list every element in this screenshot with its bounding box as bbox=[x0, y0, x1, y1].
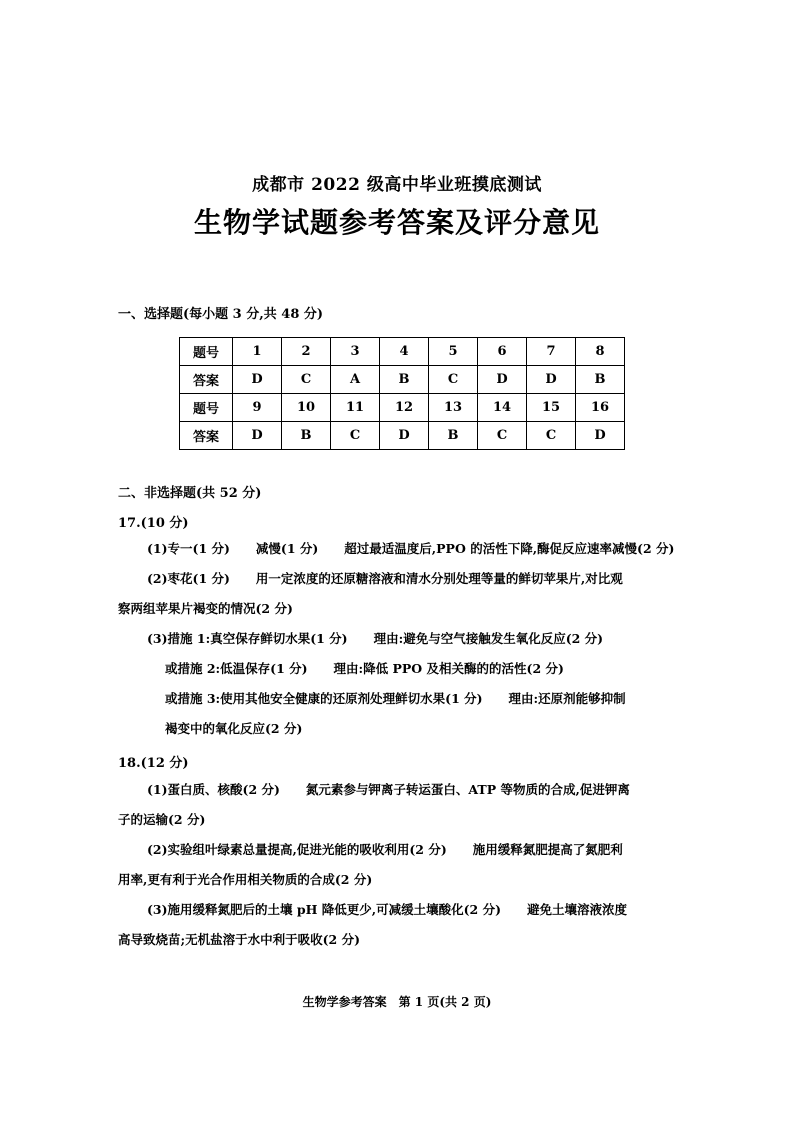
exam-subtitle: 成都市 2022 级高中毕业班摸底测试 bbox=[252, 175, 542, 195]
answer-table-cell: 6 bbox=[478, 338, 527, 366]
q17-2-answer: (2)枣花(1 分) bbox=[147, 571, 230, 586]
q17-3-reason3: 理由:还原剂能够抑制 bbox=[508, 691, 626, 706]
q18-part2-cont: 用率,更有利于光合作用相关物质的合成(2 分) bbox=[118, 872, 373, 887]
answer-table-cell: 13 bbox=[429, 394, 478, 422]
answer-table-cell: B bbox=[282, 422, 331, 450]
q17-1-answer: (1)专一(1 分) bbox=[147, 541, 230, 556]
answer-table-cell: D bbox=[478, 366, 527, 394]
answer-table-cell: 12 bbox=[380, 394, 429, 422]
answer-table-cell: A bbox=[331, 366, 380, 394]
page-title: 生物学试题参考答案及评分意见 bbox=[193, 206, 600, 239]
q18-label: 18.(12 分) bbox=[118, 756, 189, 771]
q18-2-answer: (2)实验组叶绿素总量提高,促进光能的吸收利用(2 分) bbox=[147, 842, 447, 857]
answer-table-cell: C bbox=[282, 366, 331, 394]
answer-table-cell: D bbox=[233, 366, 282, 394]
answer-table-row bbox=[180, 422, 625, 450]
q18-part3 bbox=[147, 902, 627, 918]
q17-1-answer-b: 减慢(1 分) bbox=[255, 541, 319, 556]
answer-table-cell: B bbox=[429, 422, 478, 450]
q18-1-answer: (1)蛋白质、核酸(2 分) bbox=[147, 782, 280, 797]
q18-3-answer: (3)施用缓释氮肥后的土壤 pH 降低更少,可减缓土壤酸化(2 分) bbox=[147, 902, 502, 917]
answer-table bbox=[179, 337, 625, 450]
answer-table-cell: D bbox=[233, 422, 282, 450]
q17-label: 17.(10 分) bbox=[118, 516, 189, 531]
q17-part3-alt3-cont: 褐变中的氧化反应(2 分) bbox=[165, 721, 303, 736]
q17-3-measure1: (3)措施 1:真空保存鲜切水果(1 分) bbox=[147, 631, 348, 646]
answer-table-cell: 2 bbox=[282, 338, 331, 366]
q17-2-answer-b: 用一定浓度的还原糖溶液和清水分别处理等量的鲜切苹果片,对比观 bbox=[255, 571, 623, 586]
answer-table-cell: C bbox=[331, 422, 380, 450]
answer-table-cell: 15 bbox=[527, 394, 576, 422]
answer-table-row bbox=[180, 394, 625, 422]
answer-table-cell: 14 bbox=[478, 394, 527, 422]
q17-part2-cont: 察两组苹果片褐变的情况(2 分) bbox=[118, 601, 293, 616]
answer-table-cell: 16 bbox=[576, 394, 625, 422]
q17-3-reason2: 理由:降低 PPO 及相关酶的的活性(2 分) bbox=[333, 661, 564, 676]
answer-table-cell: 1 bbox=[233, 338, 282, 366]
answer-table-cell: B bbox=[380, 366, 429, 394]
q17-3-measure3: 或措施 3:使用其他安全健康的还原剂处理鲜切水果(1 分) bbox=[165, 691, 483, 706]
q18-part1 bbox=[147, 782, 630, 798]
answer-table-row-header: 题号 bbox=[180, 394, 233, 422]
answer-table-cell: B bbox=[576, 366, 625, 394]
answer-table-cell: D bbox=[380, 422, 429, 450]
q17-part1 bbox=[147, 541, 674, 557]
answer-table-row-header: 题号 bbox=[180, 338, 233, 366]
section1-heading: 一、选择题(每小题 3 分,共 48 分) bbox=[118, 307, 324, 322]
answer-table-cell: 3 bbox=[331, 338, 380, 366]
answer-table-cell: 4 bbox=[380, 338, 429, 366]
q17-1-answer-c: 超过最适温度后,PPO 的活性下降,酶促反应速率减慢(2 分) bbox=[344, 541, 675, 556]
q18-3-answer-b: 避免土壤溶液浓度 bbox=[527, 902, 628, 917]
answer-table-cell: 10 bbox=[282, 394, 331, 422]
answer-table-cell: 9 bbox=[233, 394, 282, 422]
answer-table-row bbox=[180, 366, 625, 394]
q17-part3 bbox=[147, 631, 603, 647]
answer-table-cell: C bbox=[478, 422, 527, 450]
q18-1-answer-b: 氮元素参与钾离子转运蛋白、ATP 等物质的合成,促进钾离 bbox=[305, 782, 630, 797]
q17-3-reason1: 理由:避免与空气接触发生氧化反应(2 分) bbox=[373, 631, 604, 646]
answer-table-row-header: 答案 bbox=[180, 366, 233, 394]
q17-part2 bbox=[147, 571, 623, 587]
answer-table-cell: 7 bbox=[527, 338, 576, 366]
answer-table-cell: 5 bbox=[429, 338, 478, 366]
answer-table-row-header: 答案 bbox=[180, 422, 233, 450]
answer-table-cell: C bbox=[429, 366, 478, 394]
answer-table-row bbox=[180, 338, 625, 366]
answer-table-cell: 11 bbox=[331, 394, 380, 422]
page-footer: 生物学参考答案 第 1 页(共 2 页) bbox=[302, 995, 492, 1009]
section2-heading: 二、非选择题(共 52 分) bbox=[118, 486, 262, 501]
q17-part3-alt3 bbox=[165, 691, 626, 707]
q18-2-answer-b: 施用缓释氮肥提高了氮肥利 bbox=[472, 842, 623, 857]
q17-3-measure2: 或措施 2:低温保存(1 分) bbox=[165, 661, 308, 676]
q18-part3-cont: 高导致烧苗;无机盐溶于水中利于吸收(2 分) bbox=[118, 932, 360, 947]
q17-part3-alt2 bbox=[165, 661, 564, 677]
answer-table-cell: 8 bbox=[576, 338, 625, 366]
answer-table-cell: D bbox=[576, 422, 625, 450]
q18-part1-cont: 子的运输(2 分) bbox=[118, 812, 206, 827]
answer-table-cell: D bbox=[527, 366, 576, 394]
answer-table-cell: C bbox=[527, 422, 576, 450]
q18-part2 bbox=[147, 842, 623, 858]
